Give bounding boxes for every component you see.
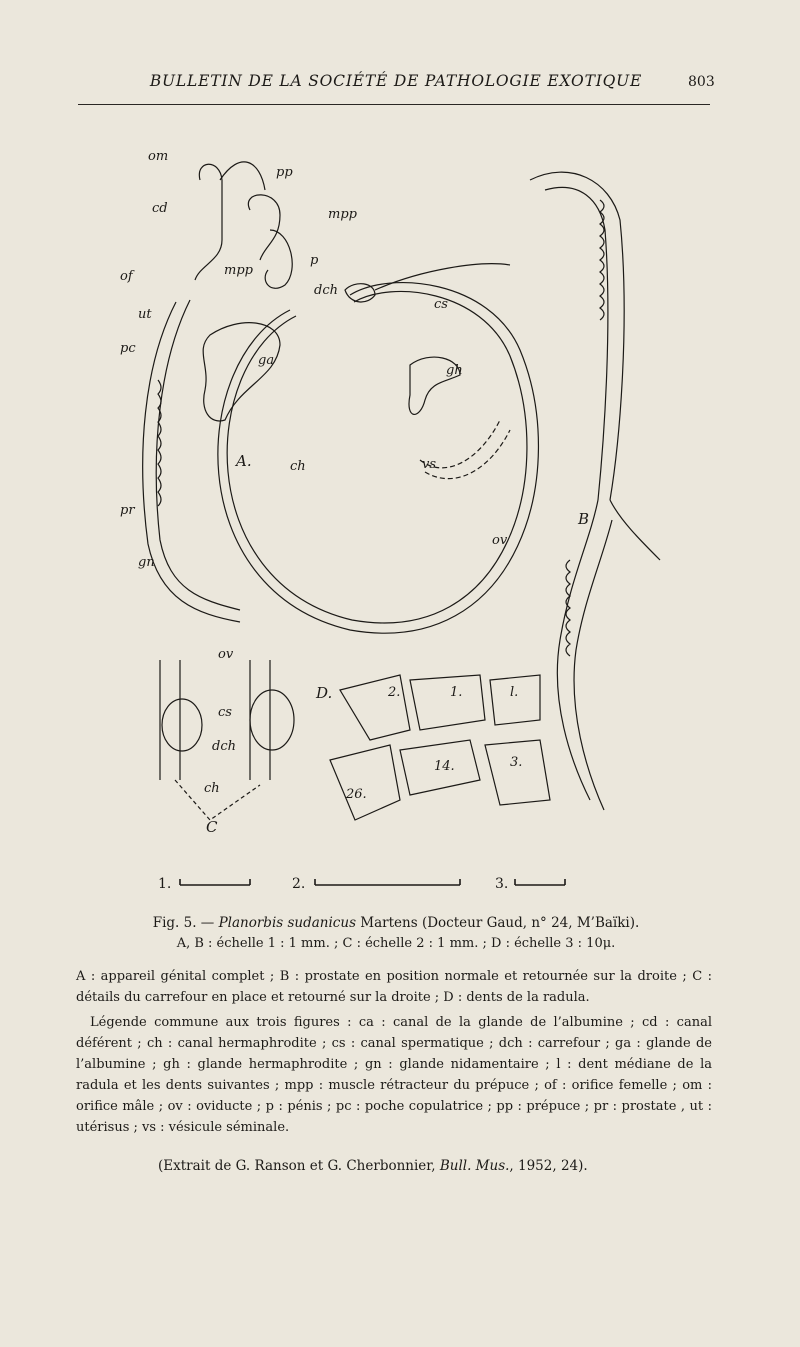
label-dch: dch [314,283,338,298]
label-ut: ut [138,307,152,322]
figure-drawing [100,120,710,900]
tooth-3: 3. [510,755,523,770]
source-pre: (Extrait de G. Ranson et G. Cherbonnier, [158,1158,440,1174]
label-ch: ch [290,459,306,474]
label-B: B [578,510,590,528]
label-c-ch: ch [204,781,220,796]
label-c-ov: ov [218,647,234,662]
figure-c-labels [204,647,236,836]
source-citation [158,1158,588,1174]
tooth-1: 1. [450,685,463,700]
label-ga: ga [258,353,275,368]
scale-bar-2-label: 2. [292,876,306,892]
label-p: p [310,253,319,268]
label-cd: cd [152,201,168,216]
label-A: A. [236,452,252,470]
anatomical-figure [100,120,710,900]
label-vs: vs [422,457,437,472]
source-journal: Bull. Mus. [439,1158,510,1174]
figure-caption [80,910,712,936]
label-C: C [206,818,218,836]
label-c-cs: cs [218,705,232,720]
label-gn: gn [138,555,155,570]
caption-rest: Martens (Docteur Gaud, n° 24, M’Baïki). [356,915,640,931]
label-mpp-upper: mpp [328,207,357,222]
caption-scales: A, B : échelle 1 : 1 mm. ; C : échelle 2 : 1 mm. ; D : échelle 3 : 10μ. [176,936,616,951]
figure-a-labels [120,149,589,570]
tooth-2: 2. [388,685,401,700]
scale-bar-1-label: 1. [158,876,172,892]
label-ov: ov [492,533,508,548]
figure-d-labels [315,684,522,802]
header-rule [78,104,710,105]
scale-bar-3-label: 3. [495,876,509,892]
figure-b-drawing [530,172,660,810]
caption-species: Planorbis sudanicus [218,915,356,931]
scale-bar-labels [158,876,508,892]
label-of: of [120,269,133,284]
label-pc: pc [120,341,136,356]
figure-legend [76,966,712,1142]
tooth-14: 14. [434,759,455,774]
source-post: , 1952, 24). [509,1158,588,1174]
label-om: om [148,149,169,164]
tooth-l: l. [510,685,519,700]
label-c-dch: dch [212,739,236,754]
label-D: D. [316,684,333,702]
page-number: 803 [688,74,715,90]
figure-a-drawing [143,162,539,633]
caption-fig-number: Fig. 5. — [152,915,219,931]
running-title: BULLETIN DE LA SOCIÉTÉ DE PATHOLOGIE EXOTIQUE [149,72,643,90]
tooth-26: 26. [346,787,367,802]
legend-paragraph-1: A : appareil génital complet ; B : prostate en position normale et retournée sur la droite ; C : détails du carrefour en place et retourné sur la droite ; D : dents de la radula. [76,969,712,1005]
legend-paragraph-2: Légende commune aux trois figures : ca : canal de la glande de l’albumine ; cd : canal déférent ; ch : canal hermaphrodite ; cs : canal spermatique ; dch : carrefour ; ga : glande de l’albumine ; gh : glande hermaphrodite ; gn : glande nidamentaire ; l : dent médiane de la radula et les dents suivantes ; mpp : muscle rétracteur du prépuce ; of : orifice femelle ; om : orifice mâle ; ov : oviducte ; p : pénis ; pc : poche copulatrice ; pp : prépuce ; pr : prostate , ut : utérisus ; vs : vésicule séminale. [76,1015,712,1135]
label-pp: pp [276,165,293,180]
label-cs: cs [434,297,448,312]
label-gh: gh [446,363,463,378]
label-mpp-lower: mpp [224,263,253,278]
label-pr: pr [120,503,135,518]
